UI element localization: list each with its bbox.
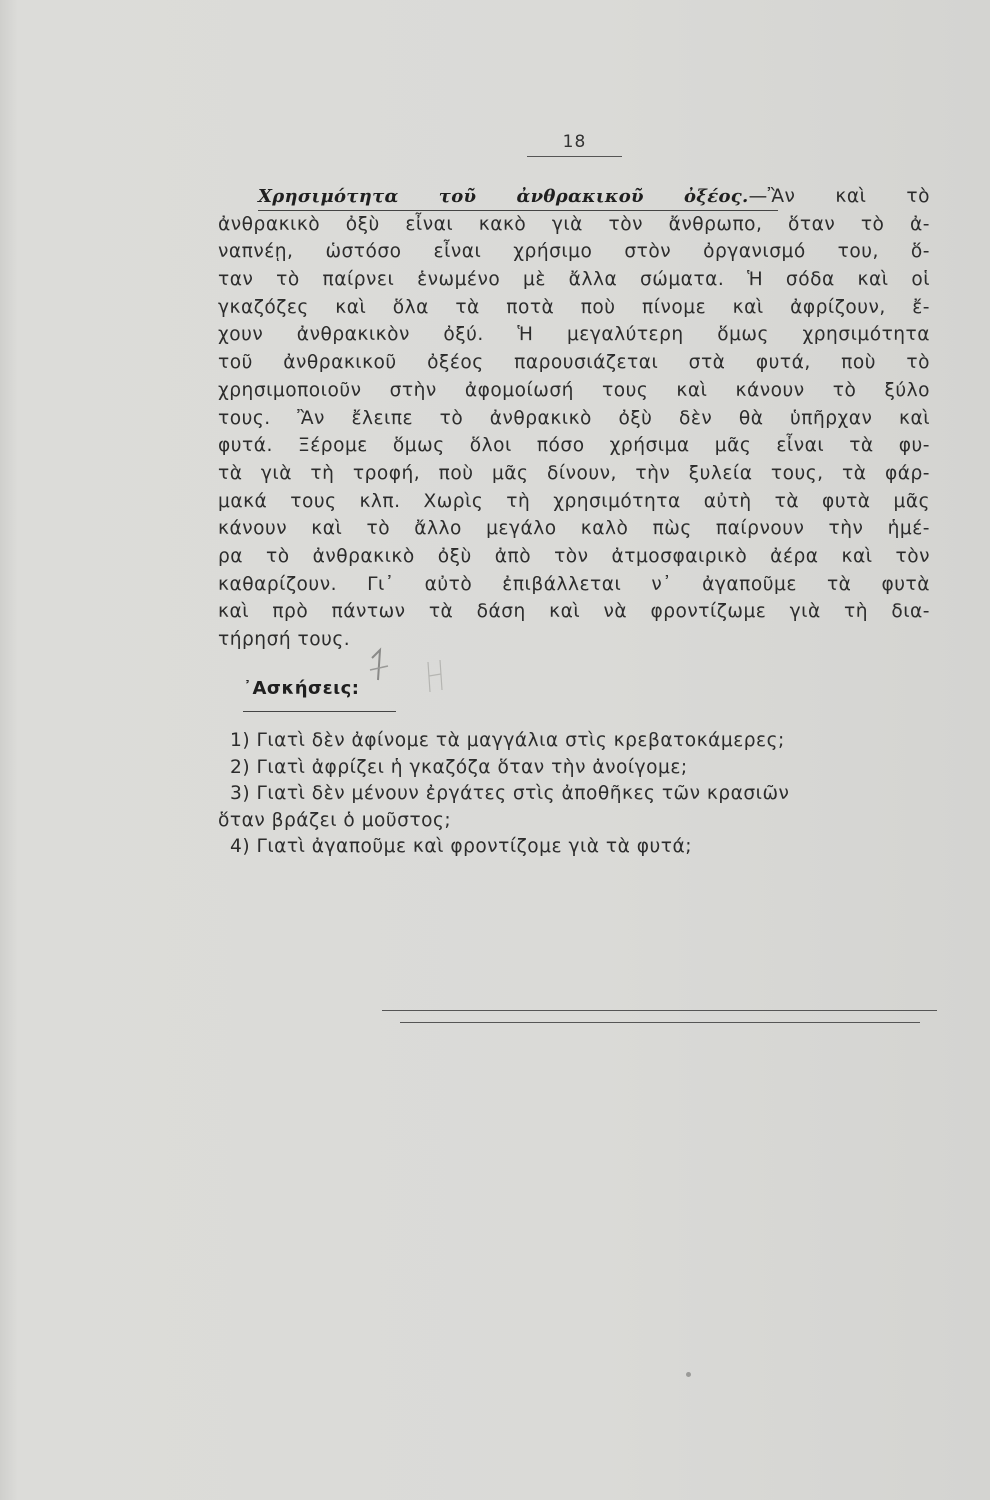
paper-speck — [686, 1372, 691, 1377]
paragraph-line: φυτά. Ξέρομε ὅμως ὅλοι πόσο χρήσιμα μᾶς εἶναι τὰ φυ- — [218, 435, 930, 457]
exercise-item: 1) Γιατὶ δὲν ἀφίνομε τὰ μαγγάλια στὶς κρεβατοκάμερες; — [230, 730, 785, 751]
paragraph-line: ταν τὸ παίρνει ἑνωμένο μὲ ἄλλα σώματα. Ἡ σόδα καὶ οἱ — [218, 269, 930, 291]
exercises-title-rule — [243, 711, 396, 712]
paragraph-line: χρησιμοποιοῦν στὴν ἀφομοίωσή τους καὶ κάνουν τὸ ξύλο — [218, 379, 930, 401]
exercise-item-continuation: ὅταν βράζει ὁ μοῦστος; — [218, 809, 452, 831]
paragraph-line: κάνουν καὶ τὸ ἄλλο μεγάλο καλὸ πὼς παίρνουν τὴν ἡμέ- — [218, 518, 930, 540]
exercises-title: ᾽Ασκήσεις: — [243, 678, 360, 699]
paragraph-line: χουν ἀνθρακικὸν ὀξύ. Ἡ μεγαλύτερη ὅμως χρησιμότητα — [218, 324, 930, 346]
paragraph-line: τὰ γιὰ τὴ τροφή, ποὺ μᾶς δίνουν, τὴν ξυλεία τους, τὰ φάρ- — [218, 462, 930, 484]
page-number-rule — [527, 156, 622, 157]
end-of-text-rules — [382, 1008, 942, 1028]
paragraph-line: ναπνέῃ, ὡστόσο εἶναι χρήσιμο στὸν ὀργανισμό του, ὅ- — [218, 241, 930, 263]
paragraph-line: μακά τους κλπ. Χωρὶς τὴ χρησιμότητα αὐτὴ τὰ φυτὰ μᾶς — [218, 490, 930, 512]
paragraph-line-1 — [218, 183, 930, 211]
paragraph — [218, 183, 930, 654]
exercise-item: 3) Γιατὶ δὲν μένουν ἐργάτες στὶς ἀποθῆκες τῶν κρασιῶν — [230, 783, 790, 804]
paragraph-line-1-text: Ἂν καὶ τὸ — [767, 186, 930, 207]
paragraph-line: τοῦ ἀνθρακικοῦ ὀξέος παρουσιάζεται στὰ φυτά, ποὺ τὸ — [218, 352, 930, 374]
exercises-list — [218, 728, 930, 861]
paragraph-line: τους. Ἂν ἔλειπε τὸ ἀνθρακικὸ ὀξὺ δὲν θὰ ὑπῆρχαν καὶ — [218, 407, 930, 429]
end-rule-upper — [382, 1010, 937, 1011]
paragraph-line: καὶ πρὸ πάντων τὰ δάση καὶ νὰ φροντίζωμε γιὰ τὴ δια- — [218, 601, 930, 623]
exercise-item: 2) Γιατὶ ἀφρίζει ἡ γκαζόζα ὅταν τὴν ἀνοίγομε; — [230, 756, 688, 778]
pencil-annotation — [366, 640, 456, 700]
exercise-item: 4) Γιατὶ ἀγαποῦμε καὶ φροντίζομε γιὰ τὰ φυτά; — [230, 836, 693, 857]
section-heading: Χρησιμότητα τοῦ ἀνθρακικοῦ ὀξέος. — [258, 186, 749, 207]
end-rule-lower — [400, 1022, 920, 1023]
page-number: 18 — [562, 132, 587, 152]
heading-dash: — — [748, 186, 768, 207]
paragraph-line: γκαζόζες καὶ ὅλα τὰ ποτὰ ποὺ πίνομε καὶ ἀφρίζουν, ἔ- — [218, 296, 930, 318]
paragraph-line: ρα τὸ ἀνθρακικὸ ὀξὺ ἀπὸ τὸν ἀτμοσφαιρικὸ ἀέρα καὶ τὸν — [218, 545, 930, 567]
paragraph-line: καθαρίζουν. Γι᾽ αὐτὸ ἐπιβάλλεται ν᾽ ἀγαποῦμε τὰ φυτὰ — [218, 573, 930, 595]
paragraph-line: ἀνθρακικὸ ὀξὺ εἶναι κακὸ γιὰ τὸν ἄνθρωπο, ὅταν τὸ ἀ- — [218, 213, 930, 235]
paragraph-line-last: τήρησή τους. — [218, 629, 351, 650]
